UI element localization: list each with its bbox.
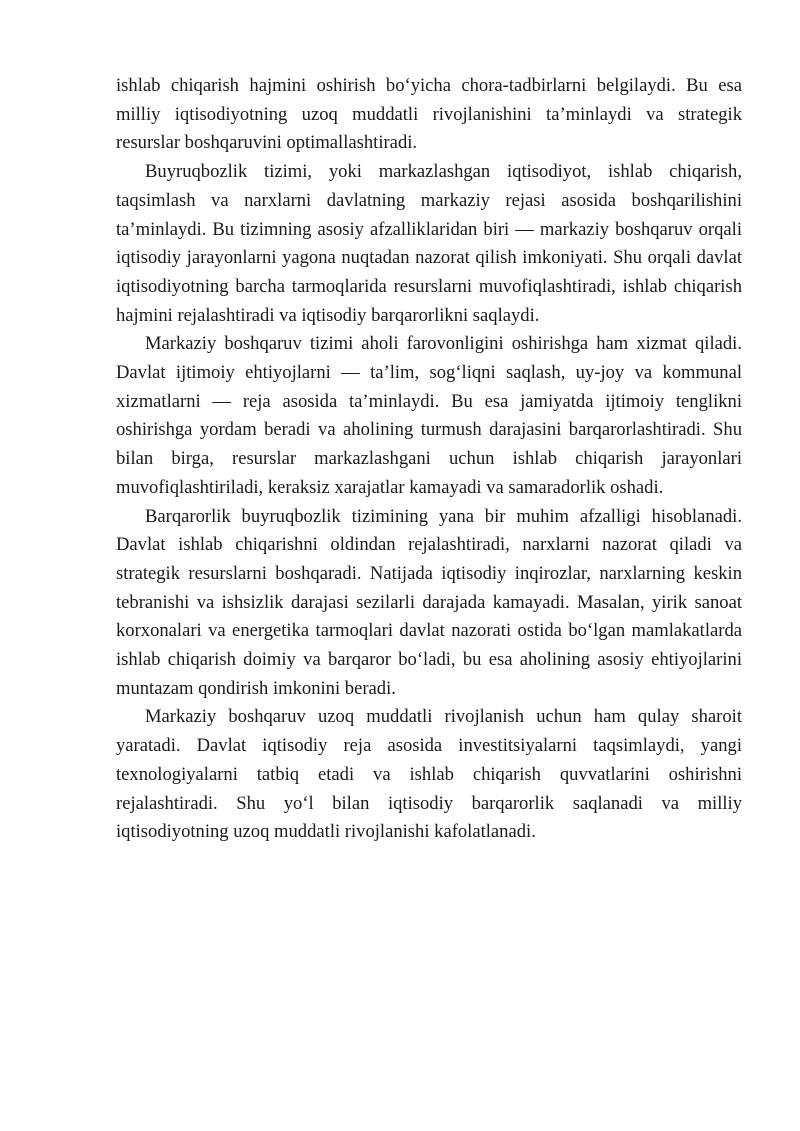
paragraph-long-term-development: Markaziy boshqaruv uzoq muddatli rivojlanish uchun ham qulay sharoit yaratadi. Davlat iqtisodiy reja asosida investitsiyalarni taqsimlaydi, yangi texnologiyalarni tatbiq etadi va ishlab chiqarish quvvatlarini oshirishni rejalashtiradi. Shu yoʻl bilan iqtisodiy barqarorlik saqlanadi va milliy iqtisodiyotning uzoq muddatli rivojlanishi kafolatlanadi.: [116, 706, 742, 843]
paragraph-continued: ishlab chiqarish hajmini oshirish boʻyicha chora-tadbirlarni belgilaydi. Bu esa milliy iqtisodiyotning uzoq muddatli rivojlanishini taʼminlaydi va strategik resurslar boshqaruvini optimallashtiradi.: [116, 75, 742, 154]
paragraph-welfare: Markaziy boshqaruv tizimi aholi farovonligini oshirishga ham xizmat qiladi. Davlat ijtimoiy ehtiyojlarni — taʼlim, sogʻliqni saqlash, uy-joy va kommunal xizmatlarni — reja asosida taʼminlaydi. Bu esa jamiyatda ijtimoiy tenglikni oshirishga yordam beradi va aholining turmush darajasini barqarorlashtiradi. Shu bilan birga, resurslar markazlashgani uchun ishlab chiqarish jarayonlari muvofiqlashtiriladi, keraksiz xarajatlar kamayadi va samaradorlik oshadi.: [116, 333, 742, 498]
body-text: [116, 72, 742, 847]
paragraph-stability: Barqarorlik buyruqbozlik tizimining yana bir muhim afzalligi hisoblanadi. Davlat ishlab chiqarishni oldindan rejalashtiradi, narxlarni nazorat qiladi va strategik resurslarni boshqaradi. Natijada iqtisodiy inqirozlar, narxlarning keskin tebranishi va ishsizlik darajasi sezilarli darajada kamayadi. Masalan, yirik sanoat korxonalari va energetika tarmoqlari davlat nazorati ostida boʻlgan mamlakatlarda ishlab chiqarish doimiy va barqaror boʻladi, bu esa aholining asosiy ehtiyojlarini muntazam qondirish imkonini beradi.: [116, 505, 742, 699]
paragraph-centralized-economy: Buyruqbozlik tizimi, yoki markazlashgan iqtisodiyot, ishlab chiqarish, taqsimlash va narxlarni davlatning markaziy rejasi asosida boshqarilishini taʼminlaydi. Bu tizimning asosiy afzalliklaridan biri — markaziy boshqaruv orqali iqtisodiy jarayonlarni yagona nuqtadan nazorat qilish imkoniyati. Shu orqali davlat iqtisodiyotning barcha tarmoqlarida resurslarni muvofiqlashtiradi, ishlab chiqarish hajmini rejalashtiradi va iqtisodiy barqarorlikni saqlaydi.: [116, 161, 742, 326]
